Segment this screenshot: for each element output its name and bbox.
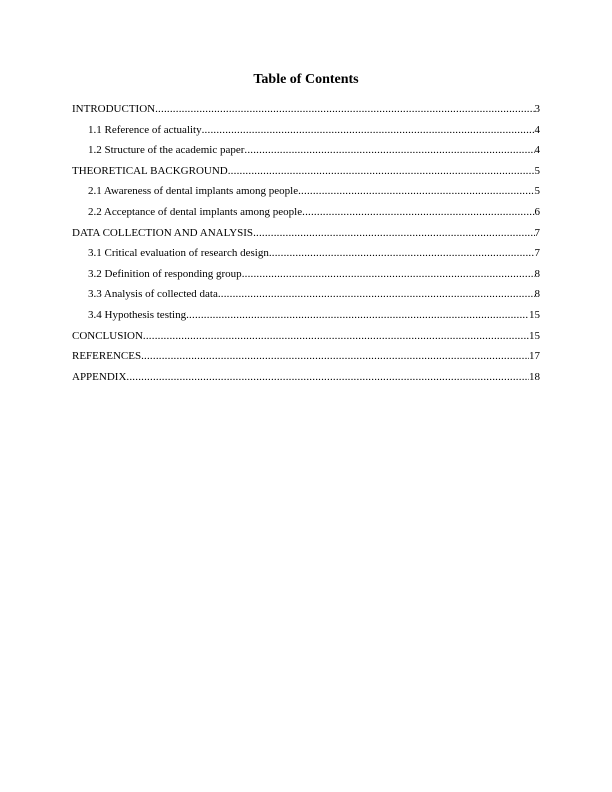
toc-entry-hypothesis-testing[interactable] xyxy=(72,307,540,328)
toc-entry-page: 15 xyxy=(529,308,540,321)
toc-entry-page: 7 xyxy=(534,226,540,239)
dot-leader xyxy=(244,142,534,158)
toc-entry-label: 3.2 Definition of responding group xyxy=(88,267,242,280)
toc-entry-label: 3.3 Analysis of collected data xyxy=(88,288,218,301)
toc-entry-introduction[interactable] xyxy=(72,101,540,122)
toc-entry-acceptance[interactable] xyxy=(72,204,540,225)
toc-entry-label: INTRODUCTION xyxy=(72,103,156,115)
toc-entry-responding-group[interactable] xyxy=(72,266,540,287)
dot-leader xyxy=(253,225,534,241)
toc-title: Table of Contents xyxy=(253,72,359,87)
toc-entry-page: 8 xyxy=(534,288,540,301)
toc-entry-label: 3.4 Hypothesis testing xyxy=(88,308,187,321)
toc-entry-page: 8 xyxy=(534,267,540,280)
toc-entry-label: 2.2 Acceptance of dental implants among people xyxy=(88,205,303,218)
toc-entry-page: 17 xyxy=(529,350,540,363)
dot-leader xyxy=(269,245,535,261)
dot-leader xyxy=(155,101,534,117)
toc-entry-label: THEORETICAL BACKGROUND xyxy=(72,164,228,177)
toc-entry-page: 5 xyxy=(534,164,540,177)
toc-entry-page: 4 xyxy=(534,144,540,157)
toc-entry-references[interactable] xyxy=(72,348,540,369)
toc-entry-label: 1.1 Reference of actuality xyxy=(88,123,202,136)
toc-entry-data-collection[interactable] xyxy=(72,225,540,246)
toc-entry-research-design[interactable] xyxy=(72,245,540,266)
dot-leader xyxy=(228,163,535,179)
toc-entry-label: CONCLUSION xyxy=(72,329,143,342)
toc-entry-reference-of-actuality[interactable] xyxy=(72,122,540,143)
dot-leader xyxy=(298,183,534,199)
dot-leader xyxy=(143,328,529,344)
toc-entry-label: DATA COLLECTION AND ANALYSIS xyxy=(72,226,254,239)
dot-leader xyxy=(202,122,535,138)
toc-entry-label: 2.1 Awareness of dental implants among people xyxy=(88,185,299,198)
toc-entry-label: REFERENCES xyxy=(72,350,142,363)
toc-entry-theoretical-background[interactable] xyxy=(72,163,540,184)
toc-list xyxy=(72,101,540,389)
dot-leader xyxy=(242,266,535,282)
toc-entry-page: 7 xyxy=(534,247,540,260)
toc-entry-label: 1.2 Structure of the academic paper xyxy=(88,144,245,157)
toc-entry-conclusion[interactable] xyxy=(72,328,540,349)
toc-entry-analysis[interactable] xyxy=(72,286,540,307)
dot-leader xyxy=(302,204,534,220)
toc-entry-page: 5 xyxy=(534,185,540,198)
dot-leader xyxy=(218,286,535,302)
toc-entry-page: 4 xyxy=(534,123,540,136)
dot-leader xyxy=(141,348,529,364)
toc-entry-page: 6 xyxy=(534,205,540,218)
dot-leader xyxy=(186,307,529,323)
toc-entry-appendix[interactable] xyxy=(72,369,540,390)
dot-leader xyxy=(126,369,529,385)
toc-entry-label: 3.1 Critical evaluation of research design xyxy=(88,247,269,260)
toc-entry-page: 15 xyxy=(529,329,540,342)
toc-entry-awareness[interactable] xyxy=(72,183,540,204)
toc-entry-page: 18 xyxy=(529,370,540,383)
toc-entry-label: APPENDIX xyxy=(72,370,127,383)
toc-entry-page: 3 xyxy=(534,103,540,115)
toc-entry-structure-of-paper[interactable] xyxy=(72,142,540,163)
